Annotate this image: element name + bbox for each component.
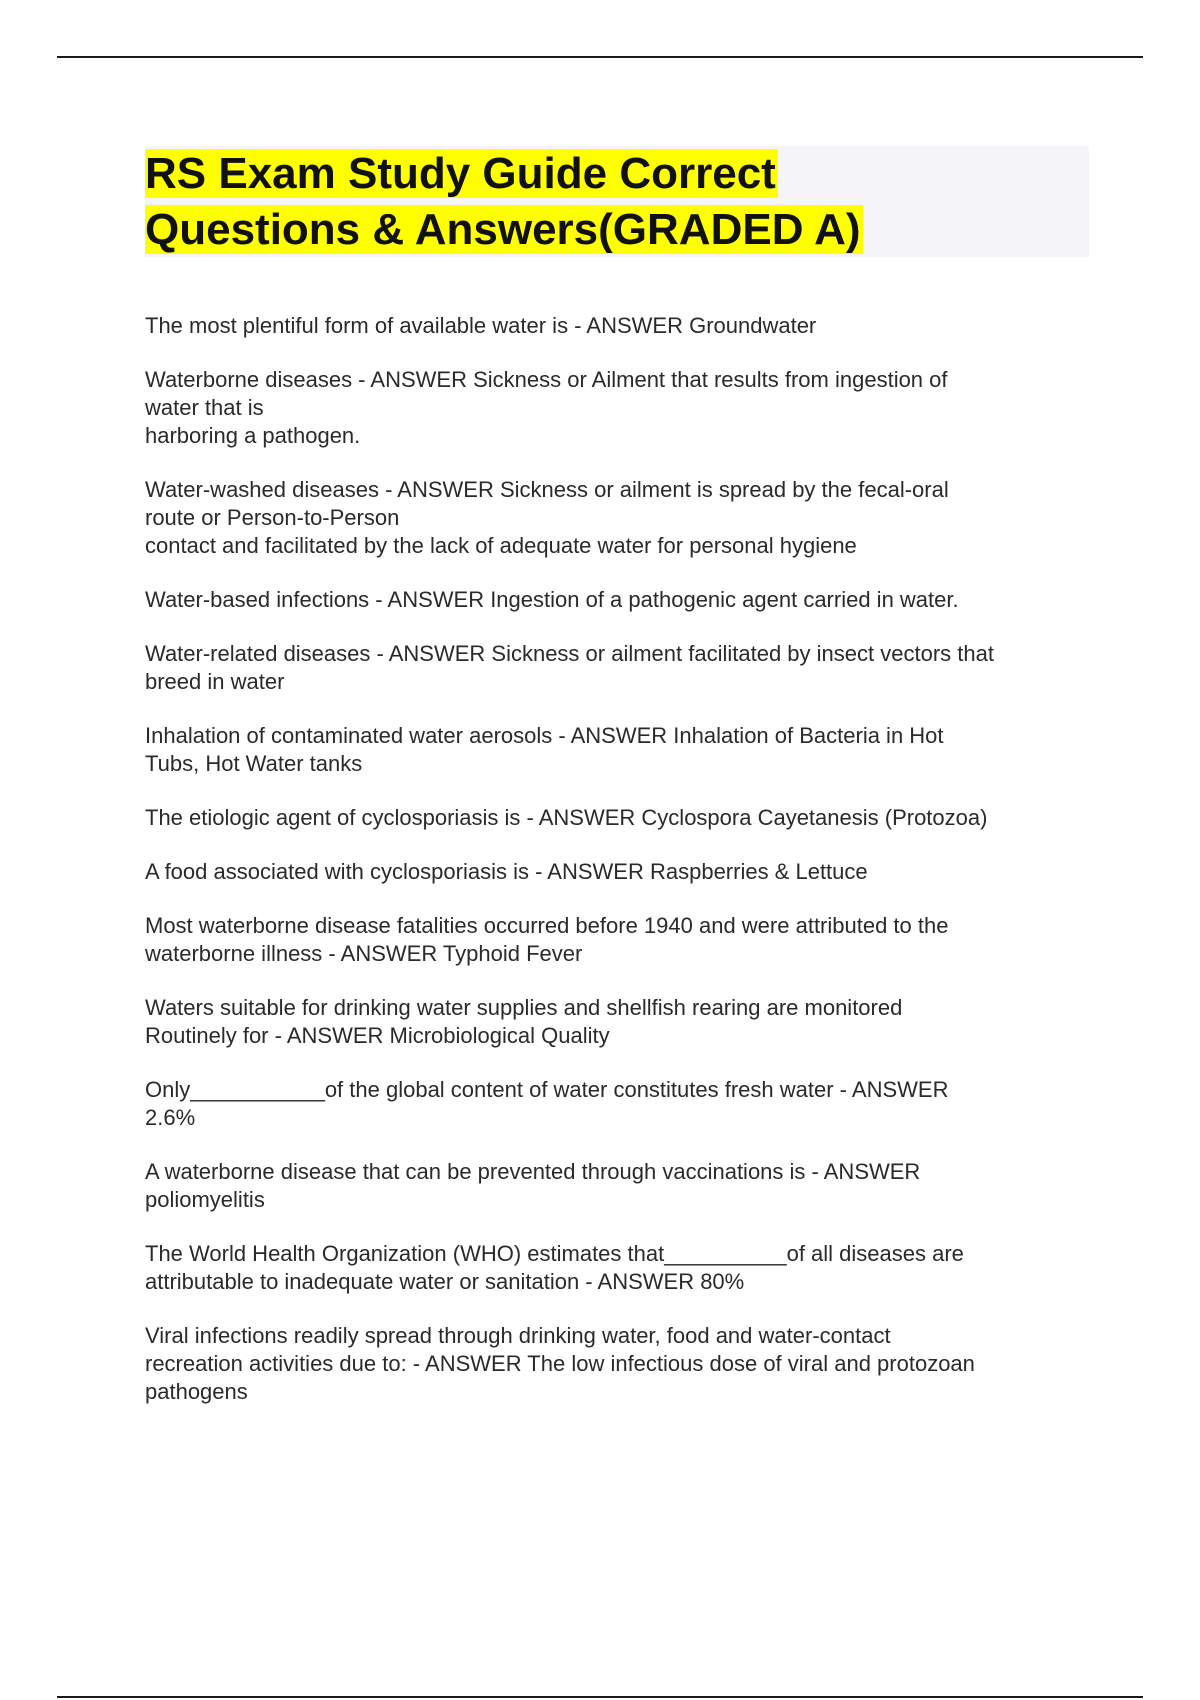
qa-line: A food associated with cyclosporiasis is - ANSWER Raspberries & Lettuce [145, 859, 868, 884]
qa-item [145, 366, 1090, 450]
qa-item [145, 586, 1090, 614]
qa-item [145, 1322, 1090, 1406]
qa-line: A waterborne disease that can be prevented through vaccinations is - ANSWER [145, 1159, 921, 1184]
title-line-1: RS Exam Study Guide Correct [145, 149, 776, 198]
qa-line: Waters suitable for drinking water supplies and shellfish rearing are monitored [145, 995, 903, 1020]
document-title [145, 146, 965, 258]
qa-line: route or Person-to-Person [145, 505, 400, 530]
qa-item [145, 476, 1090, 560]
qa-item [145, 640, 1090, 696]
qa-item [145, 1076, 1090, 1132]
qa-line: attributable to inadequate water or sanitation - ANSWER 80% [145, 1269, 745, 1294]
qa-line: Inhalation of contaminated water aerosols - ANSWER Inhalation of Bacteria in Hot [145, 723, 944, 748]
qa-line: Most waterborne disease fatalities occurred before 1940 and were attributed to the [145, 913, 949, 938]
qa-line: Water-washed diseases - ANSWER Sickness or ailment is spread by the fecal-oral [145, 477, 949, 502]
qa-line: waterborne illness - ANSWER Typhoid Fever [145, 941, 583, 966]
qa-line: The World Health Organization (WHO) estimates that__________of all diseases are [145, 1241, 964, 1266]
qa-line: water that is [145, 395, 264, 420]
qa-item [145, 858, 1090, 886]
qa-item [145, 1240, 1090, 1296]
qa-item [145, 312, 1090, 340]
qa-item [145, 912, 1090, 968]
qa-line: Water-related diseases - ANSWER Sickness or ailment facilitated by insect vectors that [145, 641, 994, 666]
qa-line: Water-based infections - ANSWER Ingestion of a pathogenic agent carried in water. [145, 587, 959, 612]
qa-line: recreation activities due to: - ANSWER The low infectious dose of viral and protozoan [145, 1351, 975, 1376]
qa-line: harboring a pathogen. [145, 423, 361, 448]
qa-item [145, 722, 1090, 778]
qa-line: Viral infections readily spread through drinking water, food and water-contact [145, 1323, 891, 1348]
qa-line: Routinely for - ANSWER Microbiological Quality [145, 1023, 610, 1048]
qa-line: 2.6% [145, 1105, 196, 1130]
qa-item [145, 994, 1090, 1050]
qa-list [145, 312, 1090, 1432]
qa-line: The most plentiful form of available water is - ANSWER Groundwater [145, 313, 817, 338]
qa-line: Tubs, Hot Water tanks [145, 751, 363, 776]
title-line-2: Questions & Answers(GRADED A) [145, 205, 861, 254]
page-bottom-rule [57, 1696, 1143, 1698]
qa-line: The etiologic agent of cyclosporiasis is - ANSWER Cyclospora Cayetanesis (Protozoa) [145, 805, 988, 830]
qa-item [145, 804, 1090, 832]
qa-line: Waterborne diseases - ANSWER Sickness or Ailment that results from ingestion of [145, 367, 948, 392]
qa-item [145, 1158, 1090, 1214]
qa-line: breed in water [145, 669, 285, 694]
qa-line: contact and facilitated by the lack of adequate water for personal hygiene [145, 533, 857, 558]
qa-line: poliomyelitis [145, 1187, 265, 1212]
page-top-rule [57, 56, 1143, 58]
qa-line: pathogens [145, 1379, 248, 1404]
qa-line: Only___________of the global content of water constitutes fresh water - ANSWER [145, 1077, 949, 1102]
